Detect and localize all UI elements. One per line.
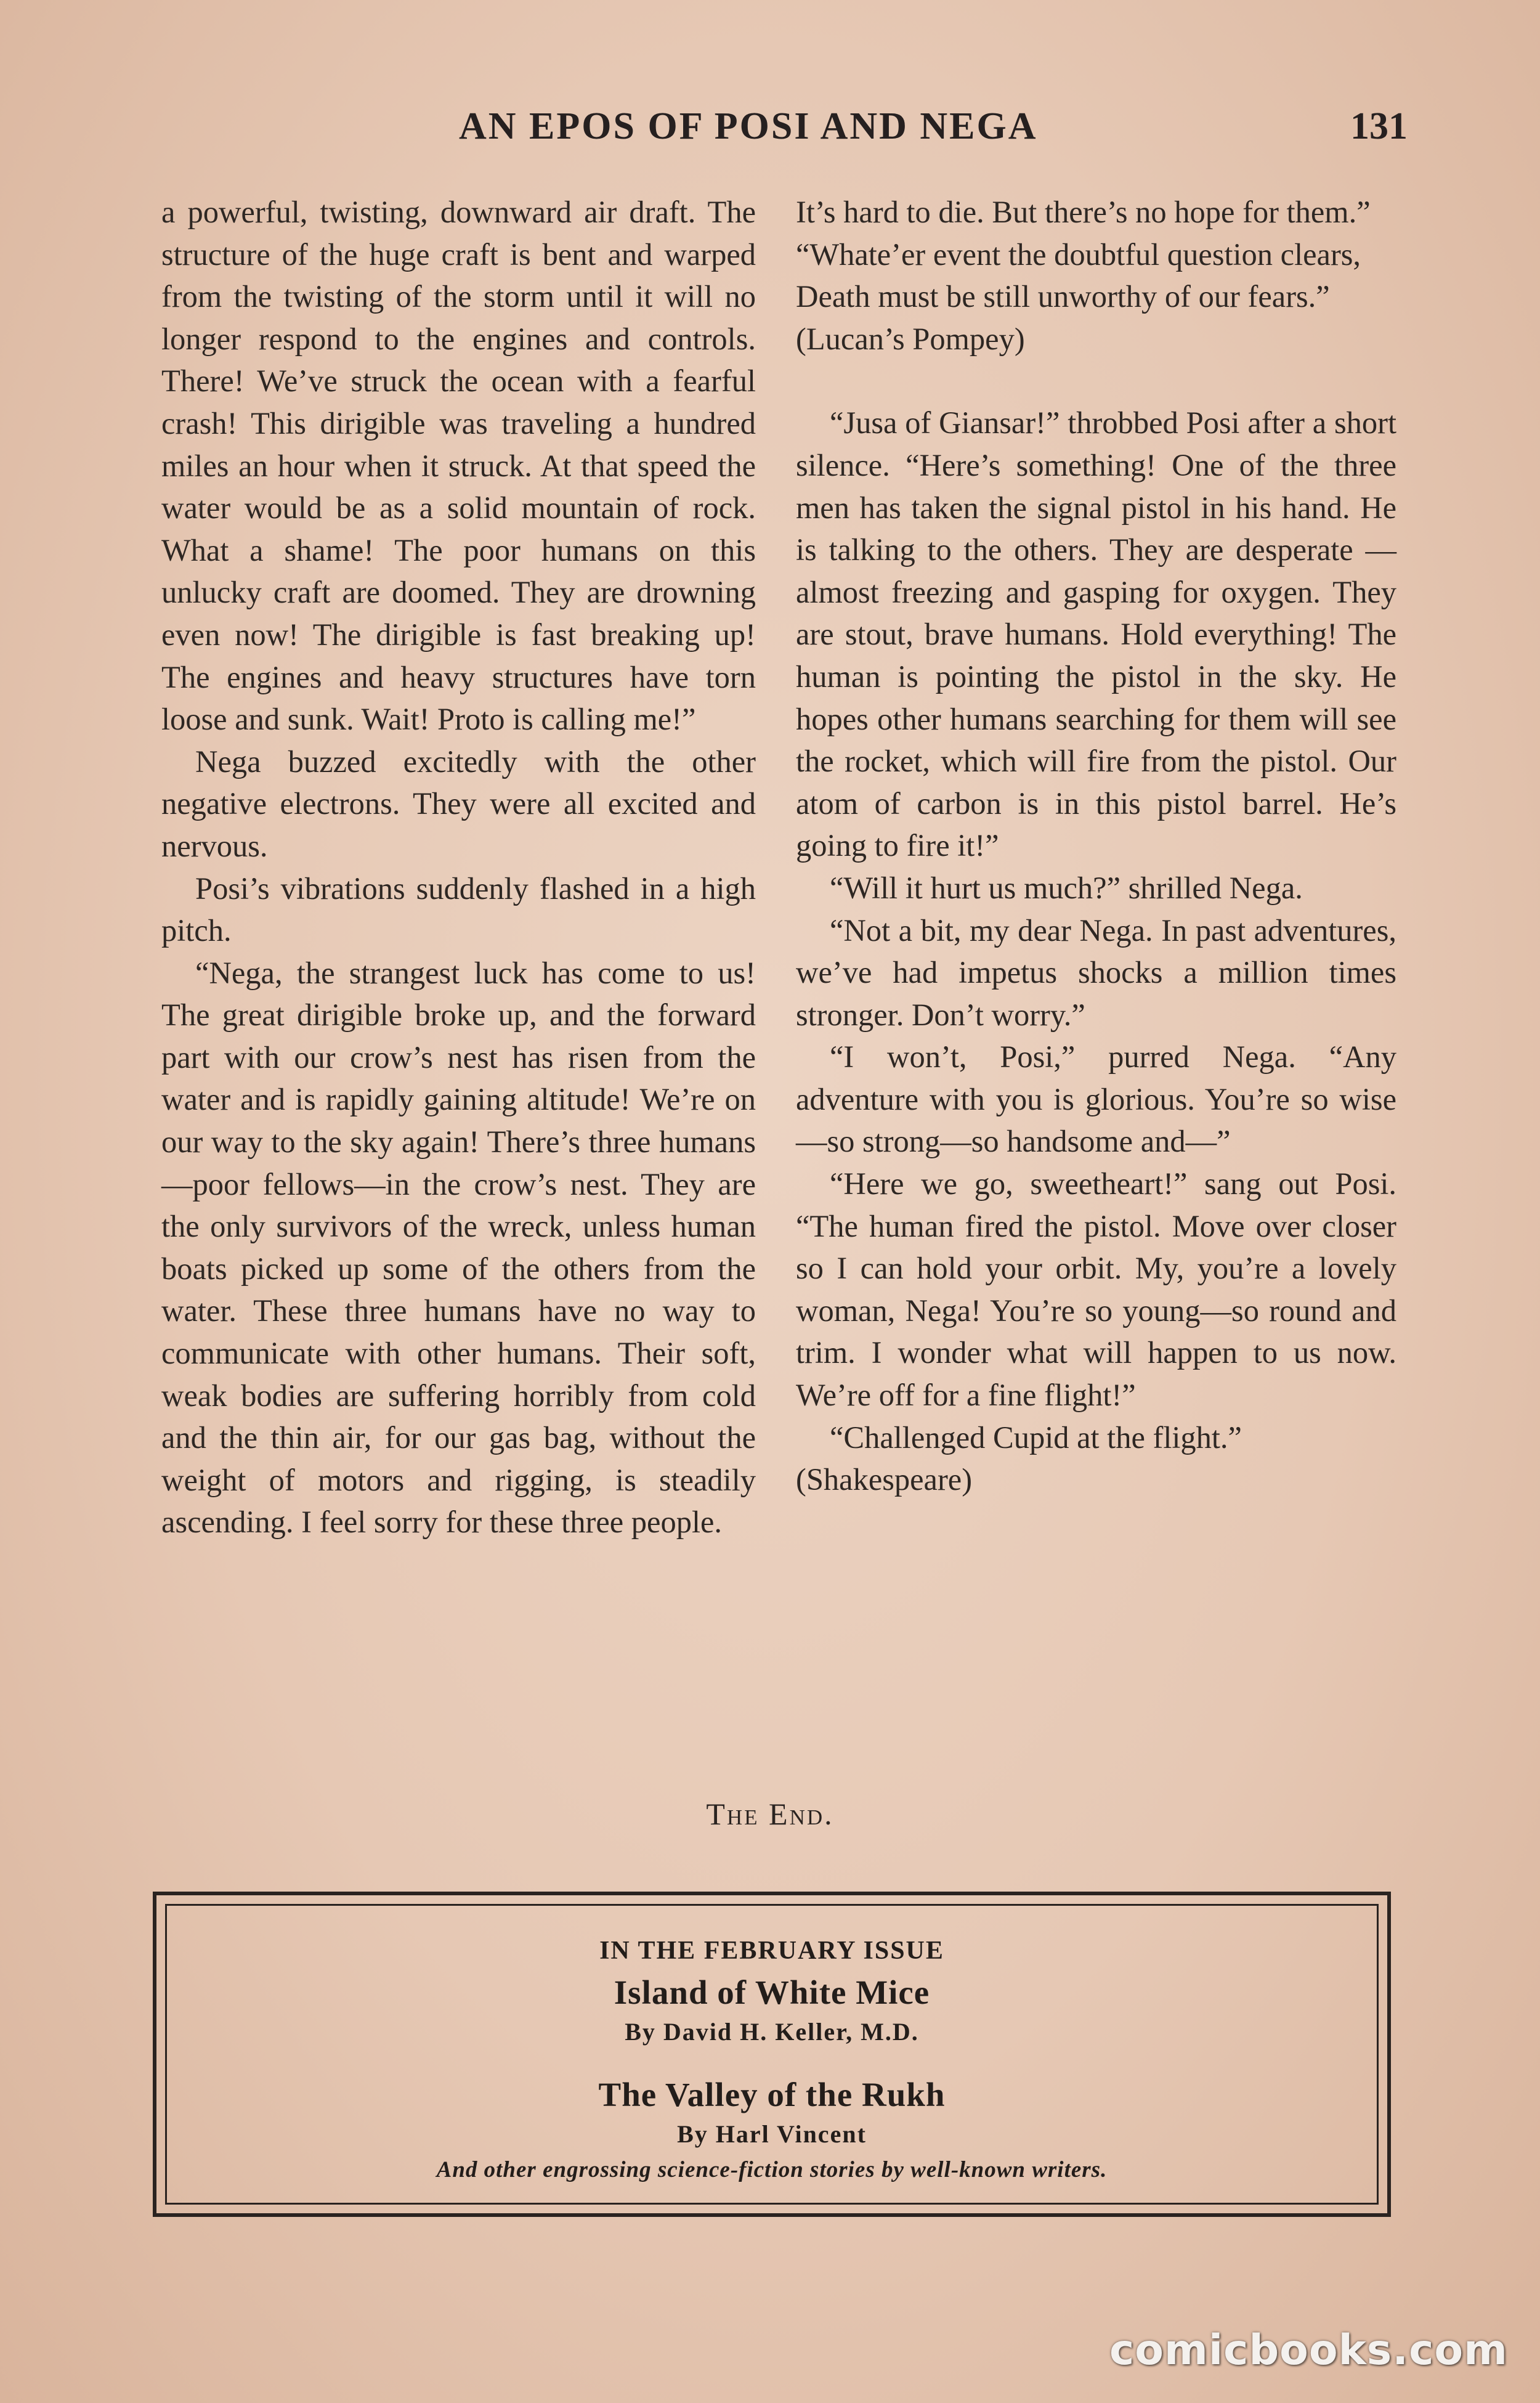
story-author: By David H. Keller, M.D. xyxy=(625,2018,919,2046)
story-title: The Valley of the Rukh xyxy=(598,2076,946,2113)
paragraph: “Will it hurt us much?” shrilled Nega. xyxy=(830,870,1303,905)
paragraph: a powerful, twisting, downward air draft. The structure of the huge craft is bent and warped from the twisting of the storm until it will no longer respond to the engines and controls. There! We’ve struck the ocean with a fearful crash! This dirigible was traveling a hundred miles an hour when it struck. At that speed the water would be as a solid mountain of rock. What a shame! The poor humans on this unlucky craft are doomed. They are drowning even now! The dirigible is fast breaking up! The engines and heavy structures have torn loose and sunk. Wait! Proto is calling me!” xyxy=(161,195,756,737)
paragraph: “Nega, the strangest luck has come to us! The great dirigible broke up, and the forward part with our crow’s nest has risen from the water and is rapidly gaining altitude! We’re on our way to the sky again! There’s three humans—poor fellows—in the crow’s nest. They are the only survivors of the wreck, unless human boats picked up some of the others from the water. These three humans have no way to communicate with other humans. Their soft, weak bodies are suffering horribly from cold and the thin air, for our gas bag, without the weight of motors and rigging, is steadily ascending. I feel sorry for these three people. xyxy=(161,955,756,1540)
page-number: 131 xyxy=(1350,105,1408,147)
story-author: By Harl Vincent xyxy=(677,2120,867,2148)
paragraph: “I won’t, Posi,” purred Nega. “Any adventure with you is glorious. You’re so wise—so strong—so handsome and—” xyxy=(796,1039,1396,1159)
verse-line: Death must be still unworthy of our fears.” xyxy=(796,279,1330,314)
next-issue-announcement xyxy=(153,1892,1391,2217)
verse-line: “Whate’er event the doubtful question clears, xyxy=(796,237,1361,272)
announcement-content xyxy=(156,1932,1387,2190)
right-column xyxy=(796,191,1396,1501)
paragraph: Posi’s vibrations suddenly flashed in a high pitch. xyxy=(161,871,756,948)
paragraph: “Not a bit, my dear Nega. In past adventures, we’ve had impetus shocks a million times stronger. Don’t worry.” xyxy=(796,913,1396,1032)
quotation: “Challenged Cupid at the flight.” xyxy=(830,1420,1242,1455)
page-header xyxy=(459,105,1408,166)
spacer xyxy=(156,2048,1387,2072)
quotation-attribution: (Shakespeare) xyxy=(796,1462,973,1497)
paragraph: “Here we go, sweetheart!” sang out Posi. “The human fired the pistol. Move over closer so I can hold your orbit. My, you’re a lovely woman, Nega! You’re so young—so round and trim. I wonder what will happen to us now. We’re off for a fine flight!” xyxy=(796,1166,1396,1413)
paragraph: It’s hard to die. But there’s no hope for them.” xyxy=(796,195,1371,229)
paragraph: Nega buzzed excitedly with the other negative electrons. They were all excited and nervous. xyxy=(161,744,756,863)
spacer xyxy=(796,360,1396,402)
left-column xyxy=(161,191,756,1543)
verse-attribution: (Lucan’s Pompey) xyxy=(796,321,1025,356)
story-title: Island of White Mice xyxy=(614,1974,930,2011)
watermark: comicbooks.com xyxy=(1109,2326,1508,2375)
announcement-tagline: And other engrossing science-fiction stories by well-known writers. xyxy=(436,2157,1108,2182)
paragraph: “Jusa of Giansar!” throbbed Posi after a short silence. “Here’s something! One of the three men has taken the signal pistol in his hand. He is talking to the others. They are desperate — almost freezing and gasping for oxygen. They are stout, brave humans. Hold everything! The human is pointing the pistol in the sky. He hopes other humans searching for them will see the rocket, which will fire from the pistol. Our atom of carbon is in this pistol barrel. He’s going to fire it!” xyxy=(796,405,1396,863)
running-title: AN EPOS OF POSI AND NEGA xyxy=(459,105,1038,147)
the-end-marker: The End. xyxy=(706,1797,834,1831)
announcement-heading: IN THE FEBRUARY ISSUE xyxy=(599,1937,944,1965)
